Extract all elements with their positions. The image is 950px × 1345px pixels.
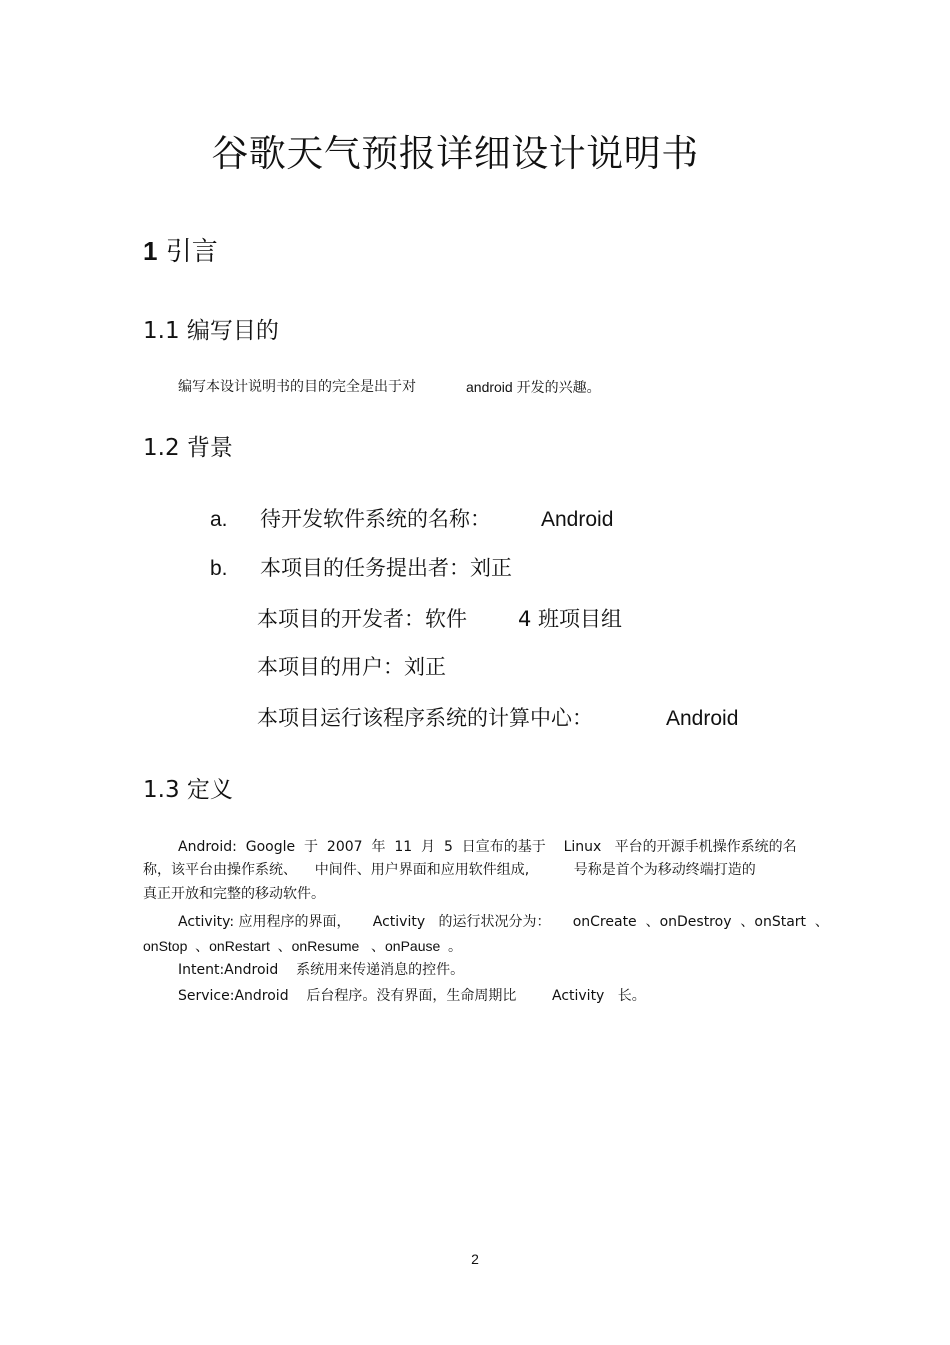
developer-label: 本项目的开发者：软件 <box>257 607 467 631</box>
android-definition-line-2: 称，该平台由操作系统、 中间件、用户界面和应用软件组成, 号称是首个为移动终端打造的 <box>143 862 756 878</box>
activity-definition-line-2: onStop 、onRestart 、onResume 、onPause 。 <box>143 938 463 954</box>
developer-value: 4 班项目组 <box>518 607 623 631</box>
intent-definition: Intent:Android 系统用来传递消息的控件。 <box>178 962 465 978</box>
section-1-label: 引言 <box>165 237 218 267</box>
list-marker-a: a. <box>210 508 228 531</box>
document-title: 谷歌天气预报详细设计说明书 <box>211 132 699 175</box>
page-number: 2 <box>471 1251 479 1267</box>
android-definition-line-1: Android: Google 于 2007 年 11 月 5 日宣布的基于 Linux 平台的开源手机操作系统的名 <box>178 839 797 855</box>
section-1-heading <box>143 238 218 265</box>
user-line: 本项目的用户：刘正 <box>257 655 446 679</box>
section-1-3-heading: 1.3 定义 <box>143 777 233 803</box>
section-1-number: 1 <box>143 236 158 266</box>
android-definition-line-3: 真正开放和完整的移动软件。 <box>143 886 325 902</box>
list-marker-b: b. <box>210 557 228 580</box>
computing-center-label: 本项目运行该程序系统的计算中心： <box>257 706 593 730</box>
section-1-1-heading: 1.1 编写目的 <box>143 318 279 344</box>
system-name-value: Android <box>541 508 614 531</box>
section-1-2-heading: 1.2 背景 <box>143 435 233 461</box>
activity-definition-line-1: Activity: 应用程序的界面， Activity 的运行状况分为： onCreate 、onDestroy 、onStart 、 <box>178 914 829 930</box>
service-definition: Service:Android 后台程序。没有界面，生命周期比 Activity 长。 <box>178 988 646 1004</box>
purpose-text-a: 编写本设计说明书的目的完全是出于对 <box>178 379 416 395</box>
task-proposer: 本项目的任务提出者：刘正 <box>260 556 512 580</box>
computing-center-value: Android <box>666 707 739 730</box>
system-name-label: 待开发软件系统的名称： <box>260 507 491 531</box>
purpose-text-b: android 开发的兴趣。 <box>466 379 601 395</box>
